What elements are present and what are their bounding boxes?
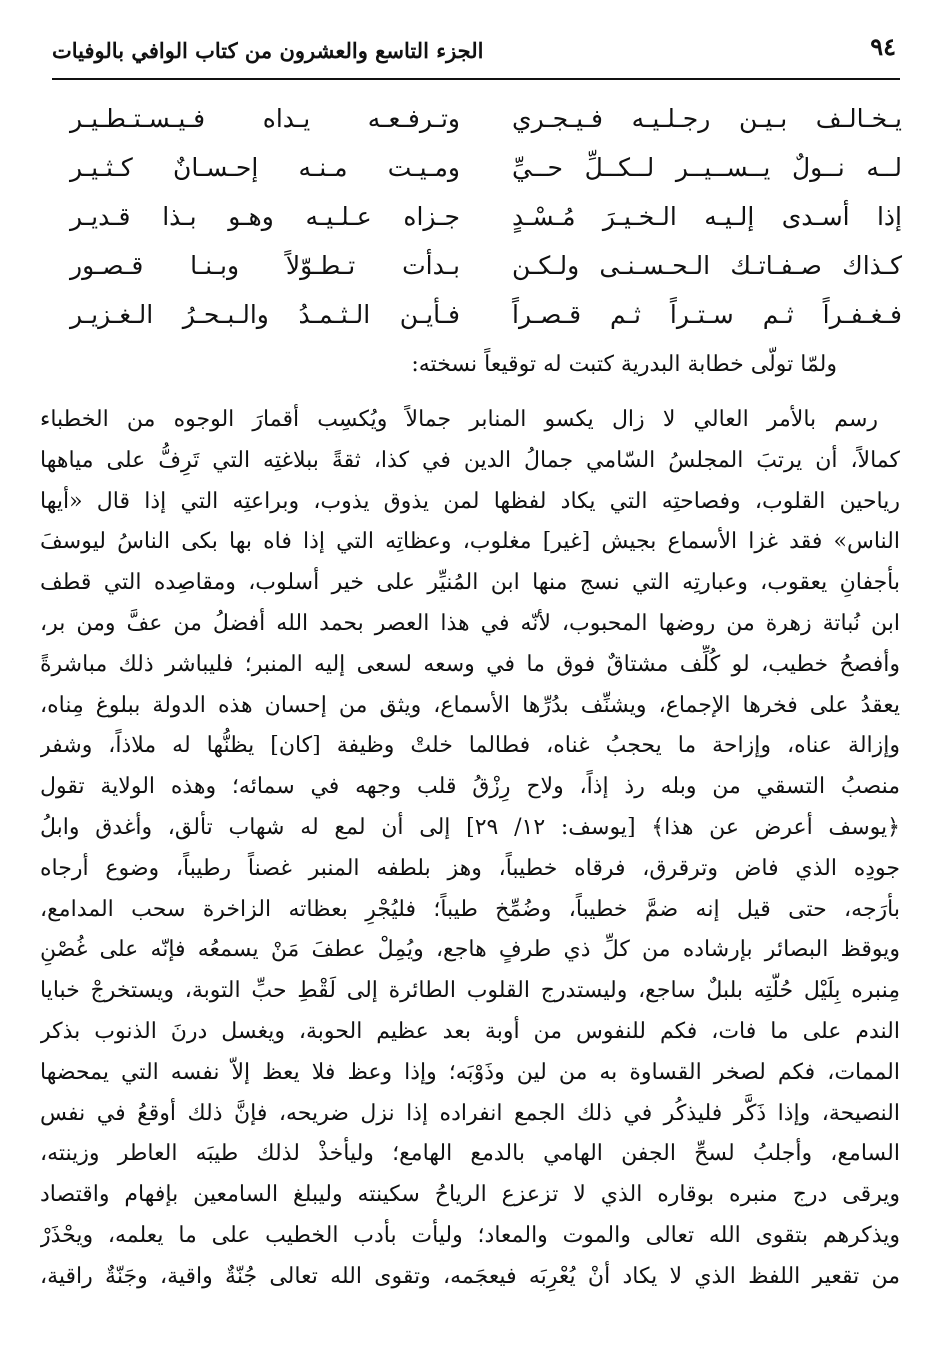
page-header xyxy=(52,28,900,80)
body-text xyxy=(40,400,900,1298)
text-line: ويوقظ البصائر بإرشاده من كلِّ ذي طرفٍ هاجع، ويُمِلْ عطفَ مَنْ يسمعُه فإنّه على غُصْنِ xyxy=(40,937,900,963)
verse-row xyxy=(70,247,902,296)
text-line: وإزالة عناه، وإزاحة ما يحجبُ غناه، فطالما خلتْ وظيفة [كان] يظنُّها له ملاذاً، وشفر xyxy=(40,733,900,759)
text-line: يعقدُ على فخرها الإجماع، ويشنِّف بدُرِّها الأسماع، ويثق من إحسان هذه الدولة ببلوغ مِناه، xyxy=(40,692,900,718)
page-number: ٩٤ xyxy=(870,32,896,61)
text-line: الناس» فقد غزا الأسماع بجيش [غير] مغلوب، وعظاتِه التي إذا فاه بها بكى الناسُ ليوسفَ xyxy=(40,529,900,555)
verse-first-hemistich: إذا أسـدى إلـيـه الـخـيـرَ مُـسْـدٍ xyxy=(512,202,902,231)
verse-row xyxy=(70,198,902,247)
verse-first-hemistich: فـغـفـراً ثـم سـتـراً ثـم قـصـراً xyxy=(512,300,902,329)
text-line: وأفصحُ خطيب، لو كُلِّف مشتاقٌ فوق ما في وسعه لسعى إليه المنبر؛ فليباشر ذلك مباشرةً xyxy=(40,651,900,677)
text-line: جودِه الذي فاض وترقرق، فرقاه خطيباً، وهز بلطفه المنبر غصناً رطيباً، وضوع أرجاه xyxy=(40,855,900,881)
text-line: رياحين القلوب، وفصاحتِه التي يكاد لفظها لمن يذوق يذوب، وبراعتِه التي إذا قال «أيها xyxy=(40,488,900,514)
text-line: الممات، فكم لصخر القساوة به من لين وذَوْبَه؛ وإذا وعظ فلا يعظ إلاّ نفسه التي يمحضها xyxy=(40,1059,900,1085)
verse-second-hemistich: ومـيـت مـنـه إحـسـانٌ كـثـيـر xyxy=(70,153,460,182)
verse-second-hemistich: وتـرفـعـه يـداه فـيـسـتـطـيـر xyxy=(70,104,460,133)
verse-second-hemistich: فـأيـن الـثـمـدُ والـبـحـرُ الـغـزيـر xyxy=(70,300,460,329)
running-title: الجزء التاسع والعشرون من كتاب الوافي بالوفيات xyxy=(52,38,484,63)
text-line: ويرقى درج منبره بوقاره الذي لا تزعزع الرياحُ سكينته وليبلغ السامعين بإفهام واقتصاد xyxy=(40,1182,900,1208)
poem-verses xyxy=(70,100,902,345)
verse-first-hemistich: كـذاك صـفـاتـك الـحـسـنـى ولـكـن xyxy=(512,251,902,280)
text-line: النصيحة، وإذا ذَكَّر فليذكُر في ذلك الجمع انفراده إذا نزل ضريحه، فإنَّ ذلك أوقعُ في نفس xyxy=(40,1100,900,1126)
text-line: بأجفانِ يعقوب، وعبارتِه التي نسج منها ابن المُنيِّر على خير أسلوب، ومقاصِده التي قطف xyxy=(40,570,900,596)
text-line: كمالاً، أن يرتبَ المجلسُ السّامي جمالُ الدين في كذا، ثقةً ببلاغتِه التي تَرِفُّ على مياهها xyxy=(40,447,900,473)
verse-first-hemistich: لــه نــولٌ يــســيــر لــكــلِّ حــيِّ xyxy=(512,153,902,182)
text-line: السامع، وأجلبُ لسحِّ الجفن الهامي بالدمع الهامع؛ وليأخذْ لذلك طيبَه العاطر وزينته، xyxy=(40,1141,900,1167)
verse-second-hemistich: بـدأت تـطـوّلاً وبـنـا قـصـور xyxy=(70,251,460,280)
verse-row xyxy=(70,149,902,198)
verse-row xyxy=(70,296,902,345)
text-line: الندم على ما فات، فكم للنفوس من أوبة بعد عظيم الحوبة، ويغسل درنَ الذنوب بذكر xyxy=(40,1018,900,1044)
verse-row xyxy=(70,100,902,149)
text-line: بأرَجه، حتى قيل إنه ضمَّ خطيباً، وضُمِّخ طيباً؛ فليُجْرِ بعظاته الزاخرة سحب المدامع، xyxy=(40,896,900,922)
text-line: مِنبره بِلَيْل حُلّتِه بلبلٌ ساجع، وليستدرج القلوب الطائرة إلى لَقْطِ حبِّ التوبة، ويستخرجْ خبايا xyxy=(40,978,900,1004)
text-line: ﴿يوسف أعرض عن هذا﴾ [يوسف: ١٢/ ٢٩] إلى أن لمع له شهاب تألق، وأغدق وابلُ xyxy=(40,814,900,840)
text-line: رسم بالأمر العالي لا زال يكسو المنابر جمالاً ويُكسِب أقمارَ الوجوه من الخطباء xyxy=(40,407,878,432)
verse-second-hemistich: جـزاه عـلـيـه وهـو بـذا قـديـر xyxy=(70,202,460,231)
text-line: ويذكرهم بتقوى الله تعالى والموت والمعاد؛ وليأت بأدب الخطيب على ما يعلمه، ويحْذَرْ xyxy=(40,1222,900,1248)
verse-first-hemistich: يـخـالـف بـيـن رجـلـيـه فـيـجـري xyxy=(512,104,902,133)
text-line: من تقعير اللفظ الذي لا يكاد أنْ يُعْرِبَه فيعجَمه، وتقوى الله تعالى جُنّةٌ واقية، وجَنّةٌ راقية، xyxy=(40,1263,900,1289)
intro-line: ولمّا تولّى خطابة البدرية كتبت له توقيعاً نسخته: xyxy=(411,352,837,377)
text-line: ابن نُباتة زهرة من روضها المحبوب، لأنّه في هذا العصر بحمد الله أفضلُ من عفَّ ومن بر، xyxy=(40,610,900,636)
text-line: منصبُ التسقي من وبله رذ إذاً، ولاح رِزْقُ قلب وجهه في سمائه؛ وهذه الولاية تقول xyxy=(40,774,900,800)
